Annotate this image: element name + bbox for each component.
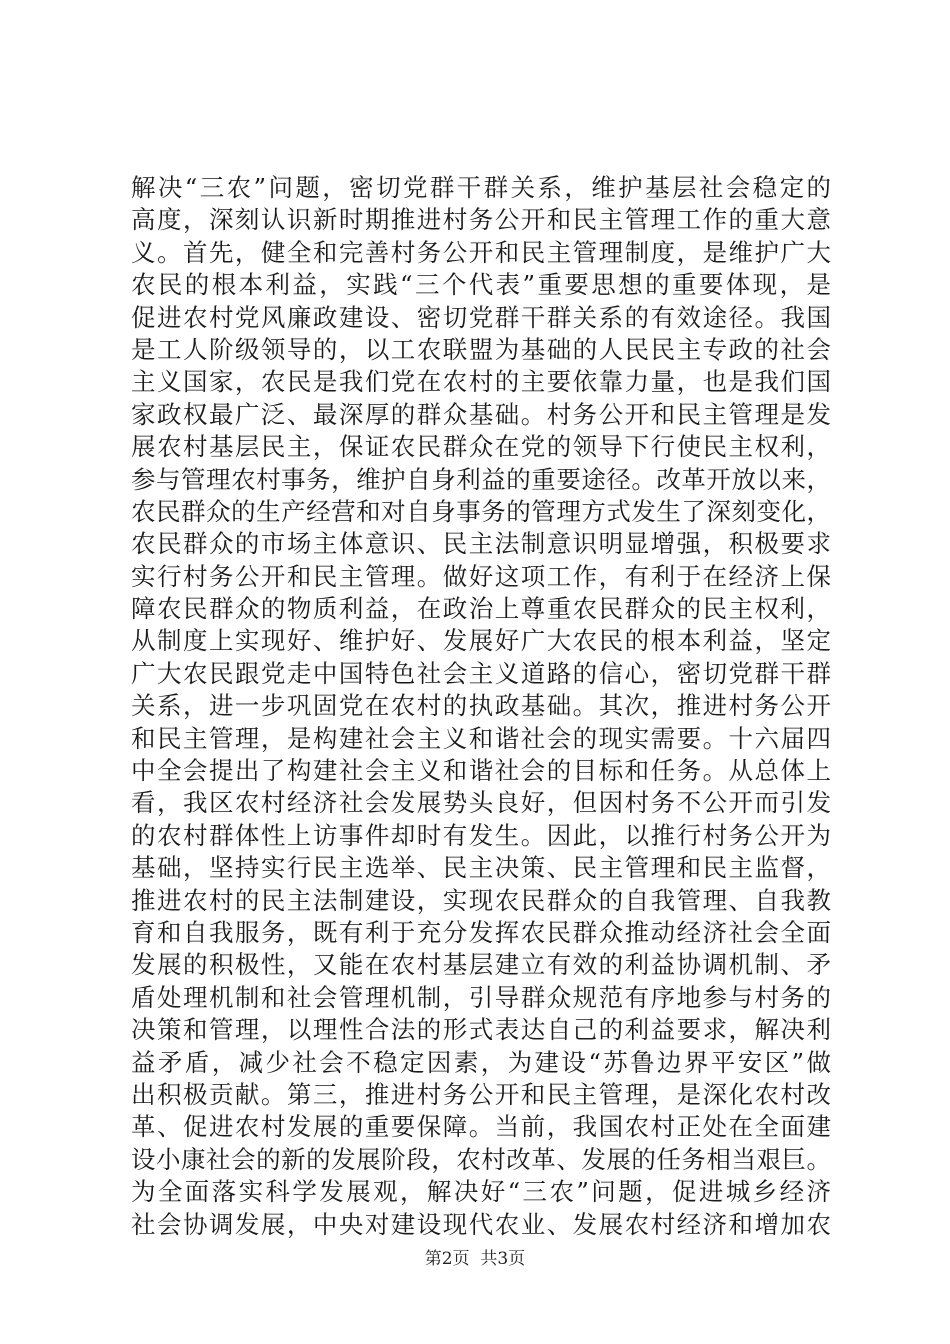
text-line: 实行村务公开和民主管理。做好这项工作，有利于在经济上保 — [131, 561, 831, 591]
text-line: 设小康社会的新的发展阶段，农村改革、发展的任务相当艰巨。 — [131, 1144, 831, 1174]
body-paragraph — [131, 172, 831, 1241]
text-line: 是工人阶级领导的，以工农联盟为基础的人民民主专政的社会 — [131, 334, 831, 364]
text-line: 关系，进一步巩固党在农村的执政基础。其次，推进村务公开 — [131, 691, 831, 721]
text-line: 出积极贡献。第三，推进村务公开和民主管理，是深化农村改 — [131, 1079, 831, 1109]
text-line: 主义国家，农民是我们党在农村的主要依靠力量，也是我们国 — [131, 367, 831, 397]
text-line: 参与管理农村事务，维护自身利益的重要途径。改革开放以来， — [131, 464, 831, 494]
text-line: 家政权最广泛、最深厚的群众基础。村务公开和民主管理是发 — [131, 399, 831, 429]
text-line: 义。首先，健全和完善村务公开和民主管理制度，是维护广大 — [131, 237, 831, 267]
text-line: 农民的根本利益，实践“三个代表”重要思想的重要体现，是 — [131, 270, 831, 300]
text-line: 展农村基层民主，保证农民群众在党的领导下行使民主权利， — [131, 432, 831, 462]
text-line: 益矛盾，减少社会不稳定因素，为建设“苏鲁边界平安区”做 — [131, 1047, 831, 1077]
text-line: 革、促进农村发展的重要保障。当前，我国农村正处在全面建 — [131, 1112, 831, 1142]
text-line: 中全会提出了构建社会主义和谐社会的目标和任务。从总体上 — [131, 756, 831, 786]
text-line: 农民群众的市场主体意识、民主法制意识明显增强，积极要求 — [131, 529, 831, 559]
text-line: 的农村群体性上访事件却时有发生。因此，以推行村务公开为 — [131, 820, 831, 850]
text-line: 从制度上实现好、维护好、发展好广大农民的根本利益，坚定 — [131, 626, 831, 656]
text-line: 农民群众的生产经营和对自身事务的管理方式发生了深刻变化， — [131, 496, 831, 526]
text-line: 推进农村的民主法制建设，实现农民群众的自我管理、自我教 — [131, 885, 831, 915]
text-line: 广大农民跟党走中国特色社会主义道路的信心，密切党群干群 — [131, 658, 831, 688]
text-line: 社会协调发展，中央对建设现代农业、发展农村经济和增加农 — [131, 1209, 831, 1239]
text-line: 决策和管理，以理性合法的形式表达自己的利益要求，解决利 — [131, 1015, 831, 1045]
text-line: 育和自我服务，既有利于充分发挥农民群众推动经济社会全面 — [131, 917, 831, 947]
text-line: 和民主管理，是构建社会主义和谐社会的现实需要。十六届四 — [131, 723, 831, 753]
text-line: 基础，坚持实行民主选举、民主决策、民主管理和民主监督， — [131, 853, 831, 883]
text-line: 为全面落实科学发展观，解决好“三农”问题，促进城乡经济 — [131, 1177, 831, 1207]
text-line: 解决“三农”问题，密切党群干群关系，维护基层社会稳定的 — [131, 173, 831, 202]
text-line: 障农民群众的物质利益，在政治上尊重农民群众的民主权利， — [131, 594, 831, 624]
text-line: 看，我区农村经济社会发展势头良好，但因村务不公开而引发 — [131, 788, 831, 818]
text-line: 盾处理机制和社会管理机制，引导群众规范有序地参与村务的 — [131, 982, 831, 1012]
text-line: 高度，深刻认识新时期推进村务公开和民主管理工作的重大意 — [131, 205, 831, 235]
text-line: 促进农村党风廉政建设、密切党群干群关系的有效途径。我国 — [131, 302, 831, 332]
page-footer: 第2页 共3页 — [424, 1249, 526, 1269]
text-line: 发展的积极性，又能在农村基层建立有效的利益协调机制、矛 — [131, 950, 831, 980]
